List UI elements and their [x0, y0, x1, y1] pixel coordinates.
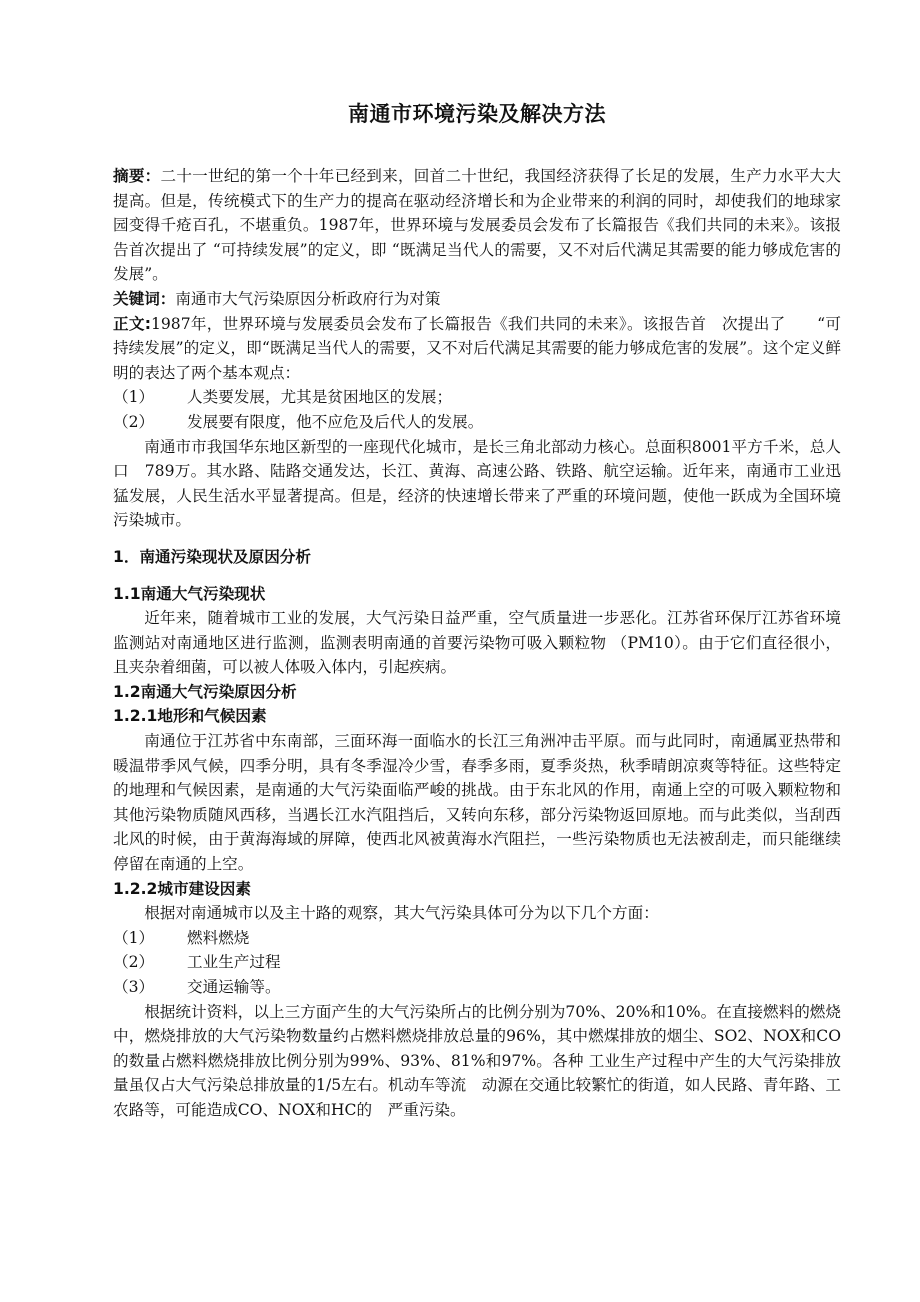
list-item — [113, 950, 841, 975]
section-1-2-2-heading: 1.2.2城市建设因素 — [113, 879, 251, 898]
abstract-text: 二十一世纪的第一个十年已经到来，回首二十世纪，我国经济获得了长足的发展，生产力水平大大提高。但是，传统模式下的生产力的提高在驱动经济增长和为企业带来的利润的同时，却使我们的地球家园变得千疮百孔，不堪重负。1987年，世界环境与发展委员会发布了长篇报告《我们共同的未来》。该报告首次提出了 “可持续发展”的定义，即 “既满足当代人的需要，又不对后代满足其需要的能力够成危害的发展”。 — [113, 167, 841, 284]
section-1-2-heading: 1.2南通大气污染原因分析 — [113, 682, 297, 701]
keywords-paragraph — [113, 287, 841, 312]
list-item-text: 人类要发展，尤其是贫困地区的发展； — [187, 388, 453, 407]
section-1-2-2-paragraph: 根据对南通城市以及主十路的观察，其大气污染具体可分为以下几个方面： — [144, 904, 659, 923]
keywords-text: 南通市大气污染原因分析政府行为对策 — [175, 289, 441, 308]
document-body — [113, 164, 841, 1123]
document-title: 南通市环境污染及解决方法 — [348, 102, 606, 126]
section-1-1-heading: 1.1南通大气污染现状 — [113, 584, 266, 603]
list-item-text: 交通运输等。 — [187, 978, 281, 996]
list-item-number: （1） — [113, 388, 155, 407]
list-item-number: （3） — [113, 978, 155, 996]
intro-paragraph: 南通市市我国华东地区新型的一座现代化城市，是长三角北部动力核心。总面积8001平方千米，总人口 789万。其水路、陆路交通发达，长江、黄海、高速公路、铁路、航空运输。近年来，南通市工业迅猛发展，人民生活水平显著提高。但是，经济的快速增长带来了严重的环境问题，使他一跃成为全国环境污染城市。 — [113, 437, 841, 530]
section-1-2-1-heading: 1.2.1地形和气候因素 — [113, 707, 267, 726]
list-item — [113, 975, 841, 1000]
statistics-paragraph: 根据统计资料，以上三方面产生的大气污染所占的比例分别为70%、20%和10%。在直接燃料的燃烧中，燃烧排放的大气污染物数量约占燃料燃烧排放总量的96%，其中燃煤排放的烟尘、SO2、NOX和CO的数量占燃料燃烧排放比例分别为99%、93%、81%和97%。各种 工业生产过程中产生的大气污染排放量虽仅占大气污染总排放量的1/5左右。机动车等流 动源在交通比较繁忙的街道，如人民路、青年路、工农路等，可能造成CO、NOX和HC的 严重污染。 — [113, 1002, 841, 1119]
main-text-paragraph — [113, 312, 841, 386]
abstract-label: 摘要： — [113, 167, 161, 185]
list-item-text: 工业生产过程 — [187, 953, 281, 972]
main-text: 1987年，世界环境与发展委员会发布了长篇报告《我们共同的未来》。该报告首 次提出了 “可持续发展”的定义，即“既满足当代人的需要，又不对后代满足其需要的能力够成危害的发展”。这个定义鲜明的表达了两个基本观点： — [113, 314, 841, 382]
list-item-number: （1） — [113, 928, 155, 947]
list-item-text: 燃料燃烧 — [187, 928, 250, 947]
section-1-1-paragraph: 近年来，随着城市工业的发展，大气污染日益严重，空气质量进一步恶化。江苏省环保厅江苏省环境监测站对南通地区进行监测，监测表明南通的首要污染物可吸入颗粒物 （PM10）。由于它们直径很小，且夹杂着细菌，可以被人体吸入体内，引起疾病。 — [113, 609, 841, 677]
main-text-label: 正文: — [113, 314, 151, 333]
list-item-number: （2） — [113, 412, 155, 431]
section-1-2-1-paragraph: 南通位于江苏省中东南部，三面环海一面临水的长江三角洲冲击平原。而与此同时，南通属亚热带和暖温带季风气候，四季分明，具有冬季湿冷少雪，春季多雨，夏季炎热，秋季晴朗凉爽等特征。这些特定的地理和气候因素，是南通的大气污染面临严峻的挑战。由于东北风的作用，南通上空的可吸入颗粒物和其他污染物质随风西移，当遇长江水汽阻挡后，又转向东移，部分污染物返回原地。而与此类似，当刮西北风的时候，由于黄海海域的屏障，使西北风被黄海水汽阻拦，一些污染物质也无法被刮走，而只能继续停留在南通的上空。 — [113, 732, 841, 874]
list-item — [113, 385, 841, 410]
list-item-text: 发展要有限度，他不应危及后代人的发展。 — [187, 412, 484, 431]
list-item — [113, 926, 841, 951]
abstract-paragraph — [113, 164, 841, 287]
keywords-label: 关键词： — [113, 289, 176, 308]
section-1-heading: 1．南通污染现状及原因分析 — [113, 547, 311, 566]
list-item — [113, 410, 841, 435]
list-item-number: （2） — [113, 953, 155, 972]
